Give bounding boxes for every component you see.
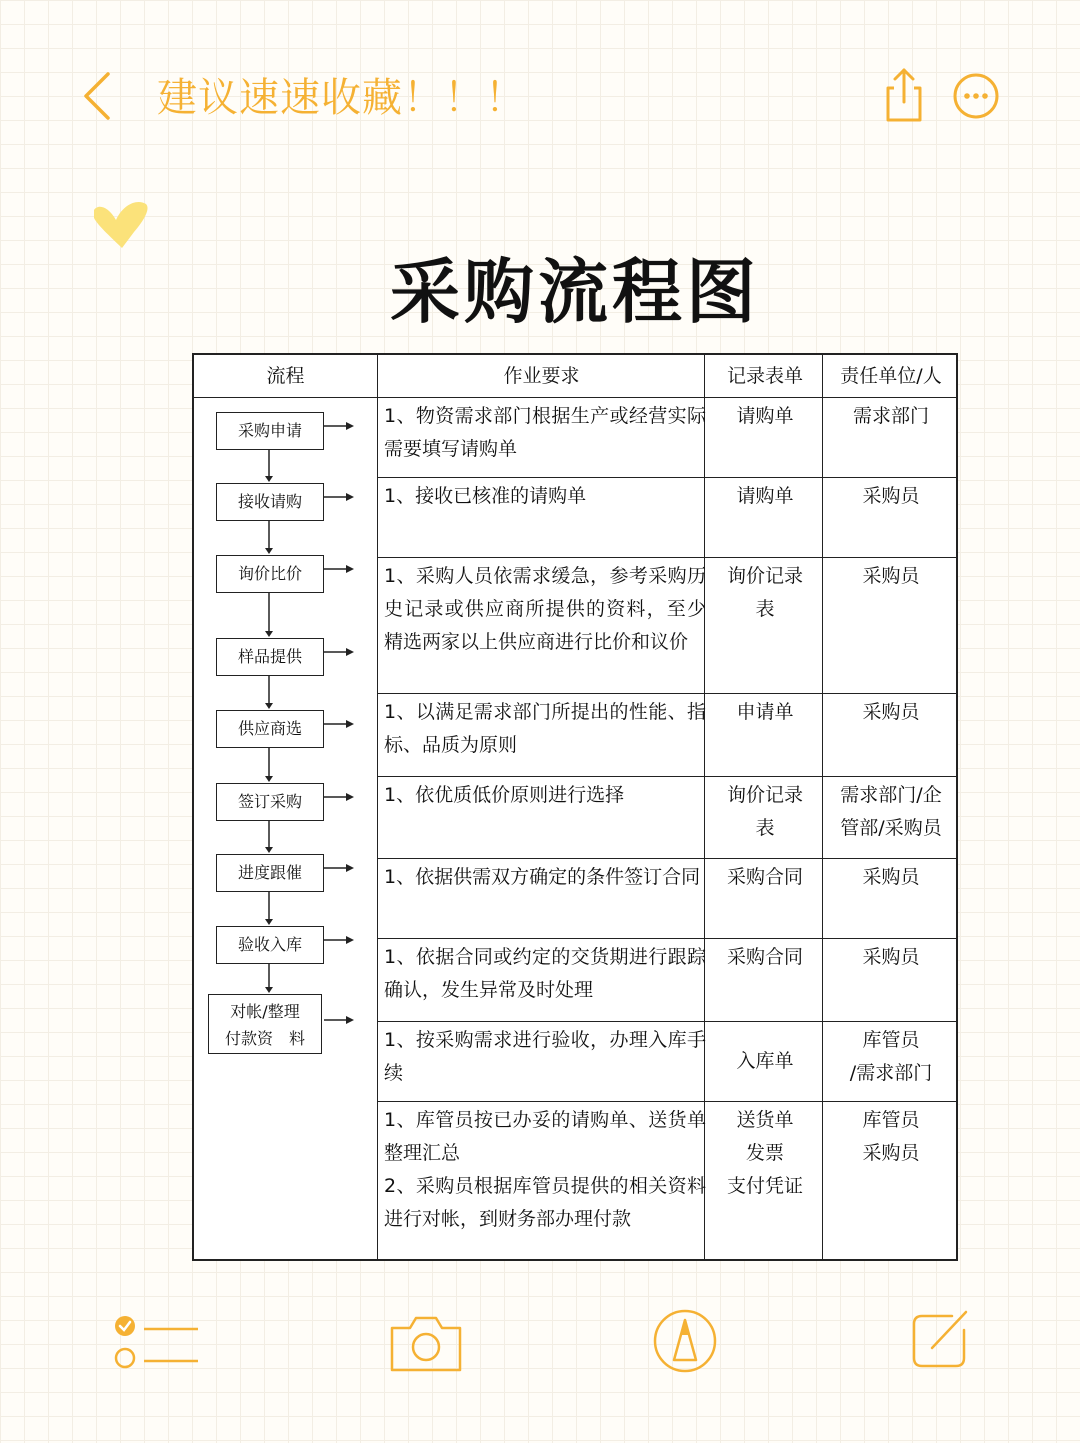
requirement-cell: 1、接收已核准的请购单 [384,485,587,507]
flow-right-arrow-head [346,565,354,573]
flow-step-box: 接收请购 [216,483,324,521]
flow-right-arrow-head [346,648,354,656]
owner-cell: 采购员 [862,701,920,723]
owner-cell: 需求部门 [852,405,929,427]
owner-cell: 需求部门/企 管部/采购员 [840,784,942,839]
flow-step-box: 签订采购 [216,783,324,821]
flow-step-box: 验收入库 [216,926,324,964]
flow-down-arrow-head [265,919,273,925]
header-requirement: 作业要求 [503,365,580,387]
more-icon[interactable] [952,72,1000,120]
flow-step-box: 对帐/整理 付款资 料 [208,994,322,1054]
form-cell: 采购合同 [726,866,803,888]
flow-right-arrow-head [346,936,354,944]
form-cell: 请购单 [736,405,794,427]
row-divider [377,1101,956,1102]
chevron-left-icon[interactable] [78,68,118,124]
flow-down-arrow-head [265,548,273,554]
flow-step-box: 询价比价 [216,555,324,593]
top-toolbar [0,0,1080,190]
owner-cell: 采购员 [862,485,920,507]
row-divider [377,776,956,777]
requirement-cell: 1、依据合同或约定的交货期进行跟踪确认，发生异常及时处理 [384,946,706,1001]
flow-down-arrow-head [265,847,273,853]
flow-right-arrow-head [346,864,354,872]
requirement-cell: 1、按采购需求进行验收，办理入库手续 [384,1029,706,1084]
camera-icon[interactable] [388,1314,464,1374]
row-divider [377,938,956,939]
row-divider [377,477,956,478]
flow-down-arrow-head [265,703,273,709]
flow-down-arrow-head [265,987,273,993]
flow-right-arrow-head [346,493,354,501]
header-flow: 流程 [266,365,305,387]
flow-step-box: 采购申请 [216,412,324,450]
compose-icon[interactable] [910,1308,970,1370]
note-title: 建议速速收藏！！！ [157,75,526,121]
flow-down-arrow-head [265,476,273,482]
requirement-cell: 1、依优质低价原则进行选择 [384,784,625,806]
form-cell: 送货单 发票 支付凭证 [726,1109,803,1197]
row-divider [377,1021,956,1022]
flow-down-arrow-head [265,631,273,637]
flow-down-arrow-head [265,776,273,782]
requirement-cell: 1、采购人员依需求缓急，参考采购历史记录或供应商所提供的资料，至少精选两家以上供应商进行比价和议价 [384,565,706,653]
form-cell: 采购合同 [726,946,803,968]
owner-cell: 库管员 /需求部门 [849,1029,933,1084]
owner-cell: 采购员 [862,565,920,587]
requirement-cell: 1、物资需求部门根据生产或经营实际需要填写请购单 [384,405,706,460]
form-cell: 入库单 [736,1049,794,1072]
form-cell: 申请单 [736,701,794,723]
row-divider [377,557,956,558]
owner-cell: 采购员 [862,946,920,968]
flow-step-box: 供应商选 [216,710,324,748]
flow-right-arrow-head [346,793,354,801]
requirement-cell: 1、库管员按已办妥的请购单、送货单整理汇总 2、采购员根据库管员提供的相关资料进行对帐，到财务部办理付款 [384,1109,706,1230]
flow-step-box: 样品提供 [216,638,324,676]
column-divider [377,355,378,1259]
requirement-cell: 1、以满足需求部门所提出的性能、指标、品质为原则 [384,701,706,756]
checklist-icon[interactable] [112,1312,202,1372]
owner-cell: 采购员 [862,866,920,888]
flow-right-arrow-head [346,422,354,430]
row-divider [377,858,956,859]
share-icon[interactable] [880,64,928,124]
flow-step-box: 进度跟催 [216,854,324,892]
bottom-toolbar [0,1280,1080,1443]
header-owner: 责任单位/人 [840,365,942,387]
procurement-flow-table [192,353,958,1261]
owner-cell: 库管员 采购员 [862,1109,920,1164]
header-form: 记录表单 [726,365,803,387]
document-title: 采购流程图 [390,251,760,333]
row-divider [377,693,956,694]
form-cell: 请购单 [736,485,794,507]
pen-icon[interactable] [652,1308,718,1374]
requirement-cell: 1、依据供需双方确定的条件签订合同 [384,866,701,888]
form-cell: 询价记录 表 [726,565,803,620]
form-cell: 询价记录 表 [726,784,803,839]
flow-right-arrow-head [346,1016,354,1024]
flow-connectors [194,397,377,1259]
flow-right-arrow-head [346,720,354,728]
